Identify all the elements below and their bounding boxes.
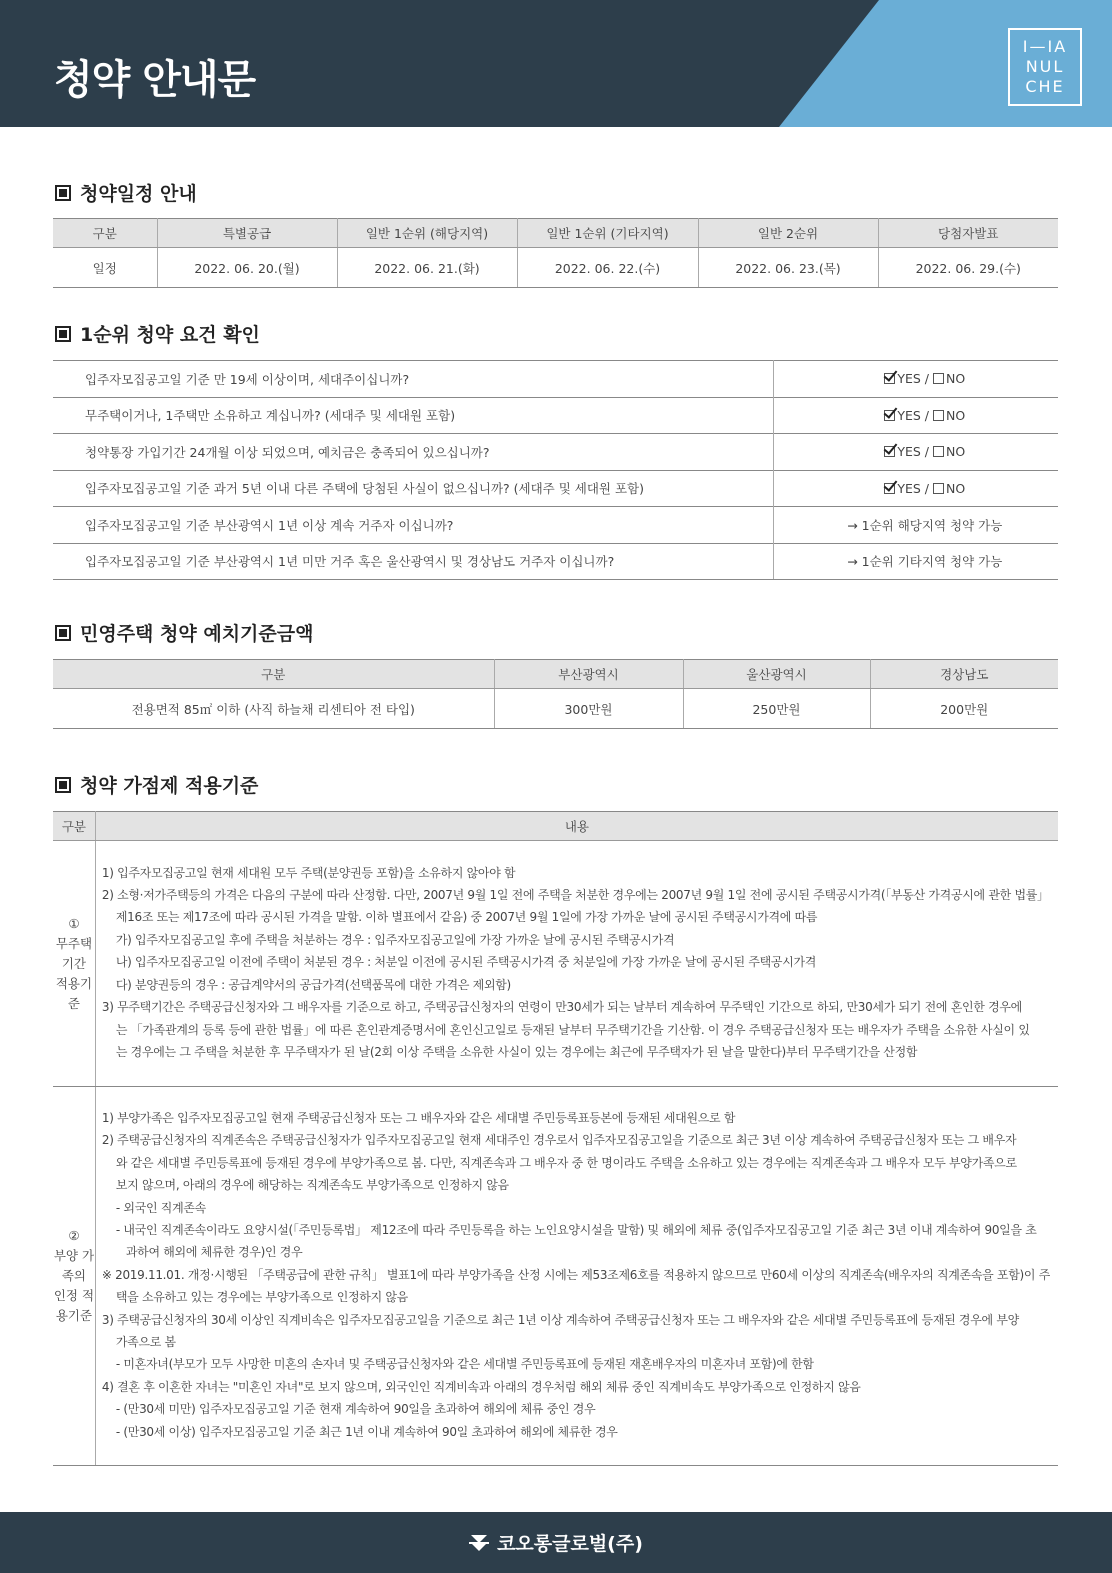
content-line: 2) 소형·저가주택등의 가격은 다음의 구분에 따라 산정함. 다만, 2007년 9월 1일 전에 주택을 처분한 경우에는 2007년 9월 1일 전에 공시된 주택공시가격(「부동산 가격공시에 관한 법률」 bbox=[101, 888, 1049, 903]
square-bullet-icon bbox=[55, 777, 71, 793]
table-row bbox=[53, 689, 1058, 729]
section-title-text: 민영주택 청약 예치기준금액 bbox=[80, 623, 314, 645]
no-label: NO bbox=[945, 371, 966, 387]
content-line: 보지 않으며, 아래의 경우에 해당하는 직계존속도 부양가족으로 인정하지 않음 bbox=[115, 1178, 509, 1193]
category-label: 부양 가족의 bbox=[53, 1248, 95, 1284]
content-line: - (만30세 이상) 입주자모집공고일 기준 최근 1년 이내 계속하여 90일 초과하여 해외에 체류한 경우 bbox=[115, 1424, 618, 1439]
category-label: 무주택기간 bbox=[55, 935, 93, 971]
section-title-schedule bbox=[55, 179, 197, 206]
empty-box-icon[interactable] bbox=[933, 483, 944, 494]
table-header-row bbox=[53, 219, 1058, 248]
section-title-points bbox=[55, 771, 258, 798]
category-cell bbox=[53, 841, 95, 1087]
table-cell: 2022. 06. 20.(월) bbox=[157, 248, 337, 288]
footer-bar bbox=[0, 1512, 1112, 1573]
content-line: - 외국인 직계존속 bbox=[115, 1200, 206, 1215]
table-row bbox=[53, 841, 1058, 1087]
table-row bbox=[53, 434, 1058, 471]
yes-no-cell bbox=[773, 361, 1058, 398]
content-cell bbox=[95, 1087, 1058, 1466]
empty-box-icon[interactable] bbox=[933, 410, 944, 421]
yes-no-cell bbox=[773, 397, 1058, 434]
header-cell: 구분 bbox=[53, 812, 95, 841]
question-cell: 입주자모집공고일 기준 과거 5년 이내 다른 주택에 당첨된 사실이 없으십니까? (세대주 및 세대원 포함) bbox=[53, 470, 773, 507]
yes-no-cell bbox=[773, 434, 1058, 471]
header-cell: 구분 bbox=[53, 660, 494, 689]
page-title: 청약 안내문 bbox=[54, 57, 256, 103]
question-cell: 입주자모집공고일 기준 부산광역시 1년 이상 계속 거주자 이십니까? bbox=[53, 507, 773, 544]
table-cell: 2022. 06. 29.(수) bbox=[878, 248, 1058, 288]
content-line: 가족으로 봄 bbox=[115, 1335, 176, 1350]
logo-line-3: CHE bbox=[1025, 77, 1065, 96]
question-cell: 청약통장 가입기간 24개월 이상 되었으며, 예치금은 충족되어 있으십니까? bbox=[53, 434, 773, 471]
content-line: 는 「가족관계의 등록 등에 관한 법률」에 따른 혼인관계증명서에 혼인신고일로 등재된 날부터 무주택기간을 기산함. 이 경우 주택공급신청자 또는 배우자가 주택을 소유한 사실이 있 bbox=[115, 1022, 1030, 1037]
yes-no-cell bbox=[773, 470, 1058, 507]
question-cell: 입주자모집공고일 기준 만 19세 이상이며, 세대주이십니까? bbox=[53, 361, 773, 398]
company-name: 코오롱글로벌(주) bbox=[497, 1533, 643, 1555]
table-row bbox=[53, 543, 1058, 580]
header-cell: 일반 2순위 bbox=[698, 219, 878, 248]
content-line: 는 경우에는 그 주택을 처분한 후 무주택자가 된 날(2회 이상 주택을 소유한 사실이 있는 경우에는 최근에 무주택자가 된 날을 말한다)부터 무주택기간을 산정함 bbox=[115, 1044, 918, 1059]
no-label: NO bbox=[945, 407, 966, 423]
content-cell bbox=[95, 841, 1058, 1087]
section-title-text: 청약일정 안내 bbox=[80, 183, 197, 205]
company-logo bbox=[469, 1529, 643, 1556]
answer-cell: → 1순위 기타지역 청약 가능 bbox=[773, 543, 1058, 580]
content-line: - 내국인 직계존속이라도 요양시설(「주민등록법」 제12조에 따라 주민등록을 하는 노인요양시설을 말함) 및 해외에 체류 중(입주자모집공고일 기준 최근 3년 이내 계속하여 90일을 초 bbox=[115, 1223, 1037, 1238]
content-line: 4) 결혼 후 이혼한 자녀는 "미혼인 자녀"로 보지 않으며, 외국인인 직계비속과 아래의 경우처럼 해외 체류 중인 직계비속도 부양가족으로 인정하지 않음 bbox=[101, 1379, 861, 1394]
table-cell: 200만원 bbox=[870, 689, 1058, 729]
content-line: 1) 부양가족은 입주자모집공고일 현재 주택공급신청자 또는 그 배우자와 같은 세대별 주민등록표등본에 등재된 세대원으로 함 bbox=[101, 1111, 736, 1125]
content-line: ※ 2019.11.01. 개정·시행된 「주택공급에 관한 규칙」 별표1에 따라 부양가족을 산정 시에는 제53조제6호를 적용하지 않으므로 만60세 이상의 직계존속(배우자의 직계존속을 포함)이 주 bbox=[101, 1267, 1050, 1282]
table-cell: 일정 bbox=[53, 248, 157, 288]
table-cell: 250만원 bbox=[683, 689, 870, 729]
content-line: 나) 입주자모집공고일 이전에 주택이 처분된 경우 : 처분일 이전에 공시된 주택공시가격 중 처분일에 가장 가까운 날에 공시된 주택공시가격 bbox=[115, 955, 817, 970]
table-row bbox=[53, 470, 1058, 507]
table-row bbox=[53, 507, 1058, 544]
yes-label: YES / bbox=[897, 371, 933, 387]
header-cell: 울산광역시 bbox=[683, 660, 870, 689]
category-number: ① bbox=[68, 915, 80, 931]
header-cell: 당첨자발표 bbox=[878, 219, 1058, 248]
table-cell: 2022. 06. 23.(목) bbox=[698, 248, 878, 288]
section-title-text: 1순위 청약 요건 확인 bbox=[80, 324, 260, 346]
empty-box-icon[interactable] bbox=[933, 446, 944, 457]
table-row bbox=[53, 1087, 1058, 1466]
schedule-table bbox=[53, 218, 1058, 288]
content-line: 과하여 해외에 체류한 경우)인 경우 bbox=[125, 1245, 303, 1260]
category-label: 적용기준 bbox=[55, 975, 93, 1011]
table-row bbox=[53, 248, 1058, 288]
points-table bbox=[53, 811, 1058, 1466]
table-cell: 300만원 bbox=[494, 689, 683, 729]
yes-label: YES / bbox=[897, 480, 933, 496]
category-number: ② bbox=[68, 1228, 80, 1244]
content-line: 3) 주택공급신청자의 30세 이상인 직계비속은 입주자모집공고일을 기준으로 최근 1년 이상 계속하여 주택공급신청자 또는 그 배우자와 같은 세대별 주민등록표에 등재된 경우에 부양 bbox=[101, 1312, 1019, 1327]
content-line: 다) 분양권등의 경우 : 공급계약서의 공급가격(선택품목에 대한 가격은 제외함) bbox=[115, 977, 511, 992]
content-line: 2) 주택공급신청자의 직계존속은 주택공급신청자가 입주자모집공고일 현재 세대주인 경우로서 입주자모집공고일을 기준으로 최근 3년 이상 계속하여 주택공급신청자 또는 그 배우자 bbox=[101, 1133, 1017, 1148]
content-line: - 미혼자녀(부모가 모두 사망한 미혼의 손자녀 및 주택공급신청자와 같은 세대별 주민등록표에 등재된 재혼배우자의 미혼자녀 포함)에 한함 bbox=[115, 1357, 814, 1372]
table-row bbox=[53, 397, 1058, 434]
no-label: NO bbox=[945, 480, 966, 496]
checked-box-icon[interactable] bbox=[884, 446, 895, 457]
kolon-mark-icon bbox=[469, 1534, 489, 1552]
empty-box-icon[interactable] bbox=[933, 373, 944, 384]
header-cell: 일반 1순위 (해당지역) bbox=[337, 219, 517, 248]
yes-label: YES / bbox=[897, 407, 933, 423]
table-cell: 2022. 06. 22.(수) bbox=[517, 248, 698, 288]
square-bullet-icon bbox=[55, 185, 71, 201]
header-cell: 특별공급 bbox=[157, 219, 337, 248]
table-cell: 전용면적 85㎡ 이하 (사직 하늘채 리센티아 전 타입) bbox=[53, 689, 494, 729]
section-title-text: 청약 가점제 적용기준 bbox=[80, 775, 259, 797]
category-label: 인정 적용기준 bbox=[53, 1288, 95, 1324]
content-line: 가) 입주자모집공고일 후에 주택을 처분하는 경우 : 입주자모집공고일에 가장 가까운 날에 공시된 주택공시가격 bbox=[115, 932, 675, 947]
table-row bbox=[53, 361, 1058, 398]
category-cell bbox=[53, 1087, 95, 1466]
content-line: - (만30세 미만) 입주자모집공고일 기준 현재 계속하여 90일을 초과하여 해외에 체류 중인 경우 bbox=[115, 1402, 596, 1417]
question-cell: 무주택이거나, 1주택만 소유하고 계십니까? (세대주 및 세대원 포함) bbox=[53, 397, 773, 434]
section-title-requirements bbox=[55, 320, 260, 347]
brand-logo bbox=[1008, 28, 1082, 106]
question-cell: 입주자모집공고일 기준 부산광역시 1년 미만 거주 혹은 울산광역시 및 경상남도 거주자 이십니까? bbox=[53, 543, 773, 580]
header-cell: 경상남도 bbox=[870, 660, 1058, 689]
square-bullet-icon bbox=[55, 326, 71, 342]
header-cell: 일반 1순위 (기타지역) bbox=[517, 219, 698, 248]
answer-cell: → 1순위 해당지역 청약 가능 bbox=[773, 507, 1058, 544]
yes-label: YES / bbox=[897, 444, 933, 460]
content-line: 3) 무주택기간은 주택공급신청자와 그 배우자를 기준으로 하고, 주택공급신청자의 연령이 만30세가 되는 날부터 계속하여 무주택인 기간으로 하되, 만30세가 되기 전에 혼인한 경우에 bbox=[101, 1000, 1022, 1015]
header-cell: 부산광역시 bbox=[494, 660, 683, 689]
header-cell: 내용 bbox=[95, 812, 1058, 841]
table-cell: 2022. 06. 21.(화) bbox=[337, 248, 517, 288]
content-line: 택을 소유하고 있는 경우에는 부양가족으로 인정하지 않음 bbox=[115, 1290, 408, 1305]
checked-box-icon[interactable] bbox=[884, 483, 895, 494]
no-label: NO bbox=[945, 444, 966, 460]
content-line: 와 같은 세대별 주민등록표에 등재된 경우에 부양가족으로 봄. 다만, 직계존속과 그 배우자 중 한 명이라도 주택을 소유하고 있는 경우에는 직계존속과 그 배우자 모두 부양가족으로 bbox=[115, 1155, 1017, 1170]
section-title-deposit bbox=[55, 619, 313, 646]
logo-line-2: NUL bbox=[1025, 57, 1065, 76]
content-line: 제16조 또는 제17조에 따라 공시된 가격을 말함. 이하 별표에서 같음) 중 2007년 9월 1일에 가장 가까운 날에 공시된 주택공시가격에 따름 bbox=[115, 910, 818, 925]
logo-line-1: I—IA bbox=[1022, 37, 1068, 56]
requirements-table bbox=[53, 360, 1058, 580]
header-cell: 구분 bbox=[53, 219, 157, 248]
content-line: 1) 입주자모집공고일 현재 세대원 모두 주택(분양권등 포함)을 소유하지 않아야 함 bbox=[101, 865, 516, 880]
deposit-table bbox=[53, 659, 1058, 729]
square-bullet-icon bbox=[55, 625, 71, 641]
header-banner bbox=[0, 0, 1112, 127]
checked-box-icon[interactable] bbox=[884, 373, 895, 384]
checked-box-icon[interactable] bbox=[884, 410, 895, 421]
table-header-row bbox=[53, 660, 1058, 689]
table-header-row bbox=[53, 812, 1058, 841]
